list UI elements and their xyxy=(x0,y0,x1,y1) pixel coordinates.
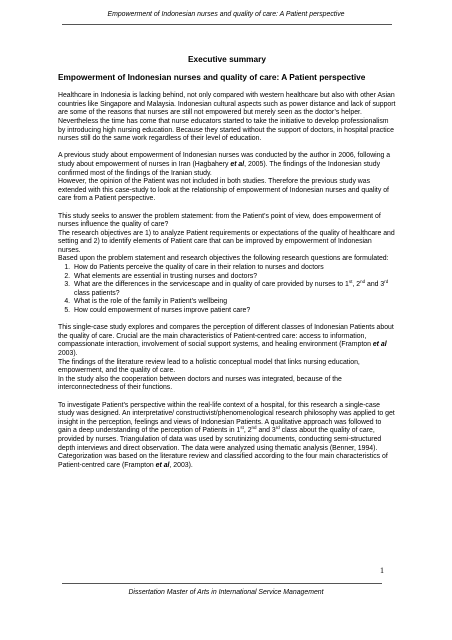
paragraph-text xyxy=(58,324,396,358)
superscript: st xyxy=(240,425,244,431)
page-number: 1 xyxy=(380,566,384,575)
text-run: , 2 xyxy=(243,427,252,435)
list-item xyxy=(72,281,396,298)
paragraph-text: In the study also the cooperation between doctors and nurses was integrated, because of the interconnectedness of their functions. xyxy=(58,375,342,392)
paragraph-text: The research objectives are 1) to analyze Patient requirements or expectations of the quality of healthcare and setting and 2) to identify elements of Patient care that can be improved by empowerment of Indonesian nurses. xyxy=(58,229,395,254)
paragraph-text: However, the opinion of the Patient was not included in both studies. Therefore the previous study was extended with this case-study to look at the relationship of empowerment of Indonesian nurses and quality of care from a Patient perspective. xyxy=(58,178,389,203)
text-run: and 3 xyxy=(256,427,276,435)
paragraph-background xyxy=(58,92,396,144)
citation-etal: et al xyxy=(372,341,387,349)
superscript: nd xyxy=(360,279,366,285)
text-run: This single-case study explores and compares the perception of different classes of Indonesian Patients about the quality of care. Crucial are the main characteristics of Patient-centred care: access to information, compassionate interaction, involvement of social support systems, and healing environment (Frampton xyxy=(58,324,394,349)
list-item: 1. How do Patients perceive the quality of care in their relation to nurses and doctors xyxy=(72,264,396,273)
paragraph-previous-study xyxy=(58,152,396,204)
citation-etal: et al xyxy=(155,461,170,469)
paragraph-text: The findings of the literature review lead to a holistic conceptual model that links nursing education, empowerment, and the quality of care. xyxy=(58,358,360,375)
citation-etal: et al xyxy=(230,160,245,168)
paragraph-text: Healthcare in Indonesia is lacking behind, not only compared with western healthcare but also with other Asian countries like Singapore and Malaysia. Indonesian cultural aspects such as power distance and lack of support are some of the reasons that nurses are still not empowered but merely seen as the doctor’s helper. xyxy=(58,92,396,117)
list-item: 5. How could empowerment of nurses improve patient care? xyxy=(72,307,396,316)
section-title: Executive summary xyxy=(188,54,266,64)
superscript: nd xyxy=(251,425,257,431)
running-header: Empowerment of Indonesian nurses and quality of care: A Patient perspective xyxy=(107,11,345,18)
superscript: rd xyxy=(384,279,389,285)
footer-rule xyxy=(62,583,382,584)
paragraph-text: This study seeks to answer the problem statement: from the Patient’s point of view, does empowerment of nurses influence the quality of care? xyxy=(58,212,381,229)
report-title: Empowerment of Indonesian nurses and quality of care: A Patient perspective xyxy=(58,71,366,82)
text-run: A previous study about empowerment of Indonesian nurses was conducted by the author in 2006, following a study about empowerment of nurses in Iran (Hagbahery xyxy=(58,152,391,168)
list-item: 4. What is the role of the family in Patient’s wellbeing xyxy=(72,298,396,307)
text-run: and 3 xyxy=(365,281,385,289)
text-run: class patients? xyxy=(74,289,120,297)
list-item: 2. What elements are essential in trusting nurses and doctors? xyxy=(72,273,396,282)
text-run: , 2003). xyxy=(169,461,193,469)
superscript: st xyxy=(348,279,353,285)
page-body xyxy=(58,55,396,479)
paragraph-text: Nevertheless the time has come that nurse educators started to take the initiative to develop professionalism by introducing high nursing education. Because they started without the support of doctors, in hospital practice nurses still do the same work regardless of their level of education. xyxy=(58,117,394,143)
text-run: 2003). xyxy=(58,350,78,357)
running-footer: Dissertation Master of Arts in International Service Management xyxy=(128,589,324,596)
header-rule xyxy=(62,24,392,25)
text-run: To investigate Patient’s perspective within the real-life context of a hospital, for this research a single-case study was designed. An interpretative/ constructivist/phenomenological research philosophy was applied to get insight in the perception, feelings and views of Indonesian Patients. A qualitative approach was followed to gain a deep understanding of the perception of Patients in 1 xyxy=(58,401,395,435)
text-run: class about the quality of care, provided by nurses. Triangulation of data was used by scrutinizing documents, conducting semi-structured depth interviews and direct observation. The data were analyzed using thematic analysis (Benner, 1994). Categorization was based on the literature review and classified according to the four main characteristics of Patient-centred care (Frampton xyxy=(58,427,388,469)
research-questions-list xyxy=(58,264,396,316)
paragraph-case-study xyxy=(58,324,396,393)
paragraph-text: Based upon the problem statement and research objectives the following research questions are formulated: xyxy=(58,255,389,263)
paragraph-research-questions xyxy=(58,213,396,316)
text-run: What are the differences in the servicescape and in quality of care provided by nurses to 1 xyxy=(74,281,349,289)
superscript: rd xyxy=(275,425,280,431)
paragraph-text xyxy=(58,402,396,471)
paragraph-text xyxy=(58,152,396,178)
text-run: , 2005). The findings of the Indonesian study confirmed most of the findings of the Iranian study. xyxy=(58,160,381,177)
paragraph-methodology xyxy=(58,402,396,471)
text-run: , 2 xyxy=(352,281,361,289)
